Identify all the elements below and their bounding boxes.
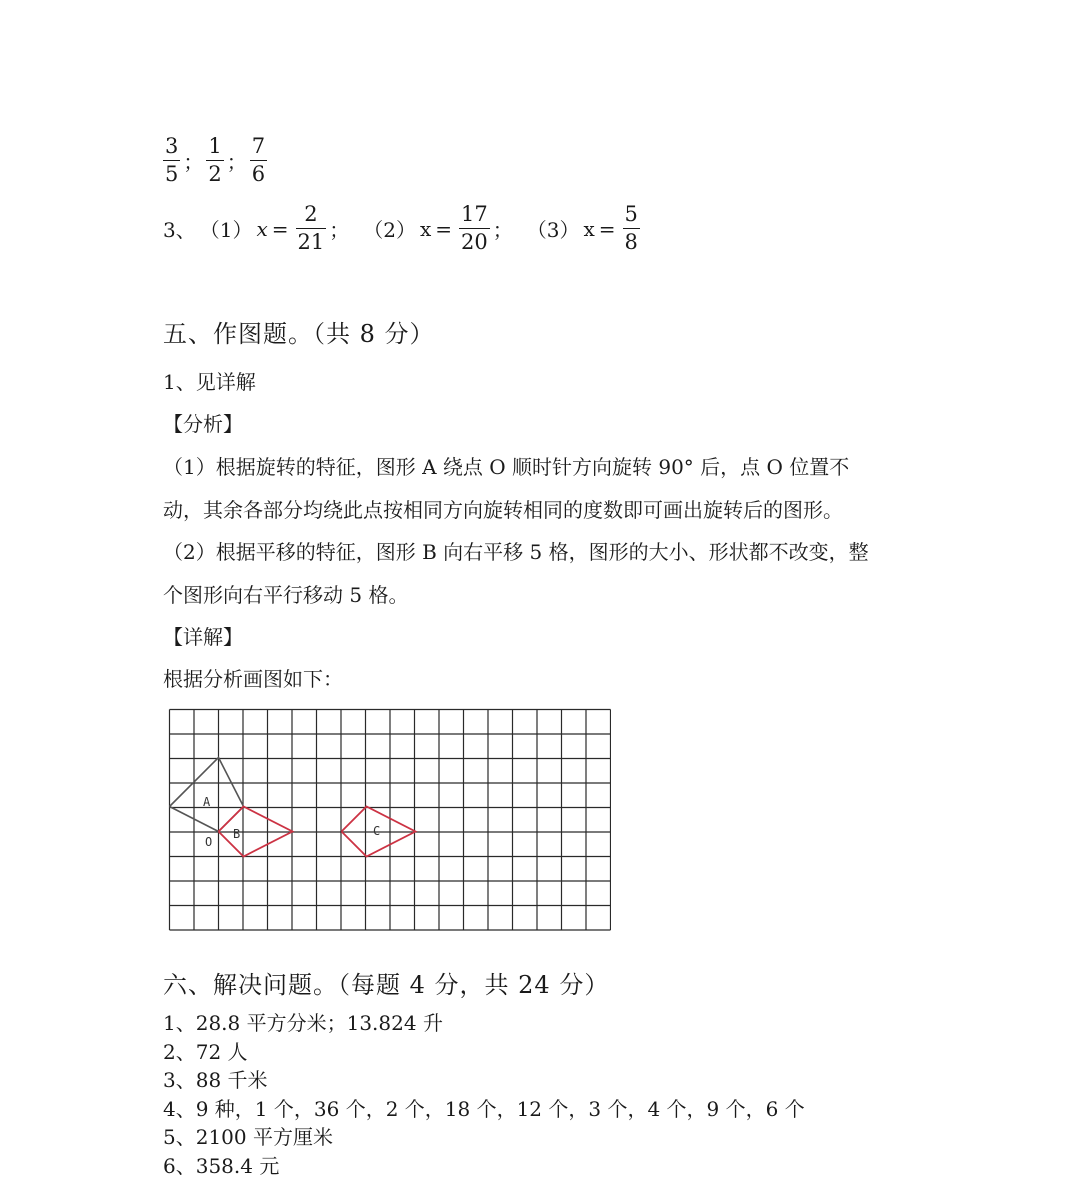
section5-title: 五、作图题。（共 8 分） (163, 320, 435, 348)
fraction-separator: ； (226, 150, 247, 174)
q3-part1-denominator: 21 (297, 230, 325, 254)
answer-item: 2、72 人 (163, 1039, 248, 1064)
grid-svg (167, 708, 611, 931)
q3-part2-eq: = (435, 216, 453, 241)
q3-equations (163, 204, 647, 253)
section6-answer-list (163, 1009, 805, 1180)
q3-part2-denominator: 20 (461, 230, 488, 254)
fraction-2 (206, 136, 223, 185)
section5-item1: 1、见详解 (163, 370, 256, 394)
section6-title: 六、解决问题。（每题 4 分，共 24 分） (163, 971, 610, 999)
q3-part2-fraction (459, 204, 490, 253)
detail-text: 根据分析画图如下： (163, 667, 343, 691)
rotation-translation-figure (167, 708, 611, 931)
q3-part2-var: x (419, 216, 432, 241)
fraction-1-numerator: 3 (165, 134, 179, 158)
fraction-answers (160, 136, 270, 185)
q3-part1-var: x (256, 216, 268, 241)
answer-item: 5、2100 平方厘米 (163, 1125, 333, 1149)
q3-part1-fraction (296, 204, 327, 253)
analysis-p2-line2: 个图形向右平行移动 5 格。 (163, 583, 409, 607)
q3-part2-sep: ； (492, 218, 513, 242)
q3-part1-numerator: 2 (304, 202, 318, 226)
answer-item: 3、88 千米 (163, 1068, 268, 1092)
analysis-p1-line1: （1）根据旋转的特征，图形 A 绕点 O 顺时针方向旋转 90° 后，点 O 位置不 (163, 455, 850, 479)
label-b: B (233, 827, 241, 841)
analysis-p1-line2: 动，其余各部分均绕此点按相同方向旋转相同的度数即可画出旋转后的图形。 (163, 498, 843, 522)
q3-part3-denominator: 8 (624, 230, 638, 254)
fraction-3 (250, 136, 267, 185)
analysis-p2-line1: （2）根据平移的特征，图形 B 向右平移 5 格，图形的大小、形状都不改变，整 (163, 540, 869, 564)
fraction-2-numerator: 1 (208, 134, 222, 158)
fraction-separator: ； (183, 150, 204, 174)
q3-prefix: 3、 (163, 218, 196, 242)
fraction-2-denominator: 2 (208, 162, 222, 186)
q3-part3-eq: = (598, 216, 616, 241)
fraction-1 (163, 136, 180, 185)
answer-item: 4、9 种，1 个，36 个，2 个，18 个，12 个，3 个，4 个，9 个，6 个 (163, 1096, 805, 1121)
answer-item: 1、28.8 平方分米；13.824 升 (163, 1011, 443, 1035)
q3-part2-numerator: 17 (461, 202, 488, 226)
q3-part1-label: （1） (199, 218, 253, 242)
answer-item: 6、358.4 元 (163, 1153, 280, 1178)
label-o: O (205, 835, 213, 849)
q3-part3-numerator: 5 (624, 202, 638, 226)
q3-part3-label: （3） (526, 218, 580, 242)
q3-part3-fraction (623, 204, 640, 253)
analysis-tag: 【分析】 (163, 412, 243, 436)
grid-lines (170, 710, 611, 931)
q3-part3-var: x (583, 216, 595, 241)
detail-tag: 【详解】 (163, 625, 243, 649)
q3-part2-label: （2） (363, 218, 416, 242)
q3-part1-sep: ； (329, 218, 350, 242)
label-a: A (203, 795, 211, 809)
fraction-3-denominator: 6 (251, 162, 266, 186)
fraction-1-denominator: 5 (165, 162, 179, 186)
label-c: C (373, 824, 381, 838)
q3-part1-eq: = (271, 216, 289, 241)
fraction-3-numerator: 7 (251, 134, 266, 158)
